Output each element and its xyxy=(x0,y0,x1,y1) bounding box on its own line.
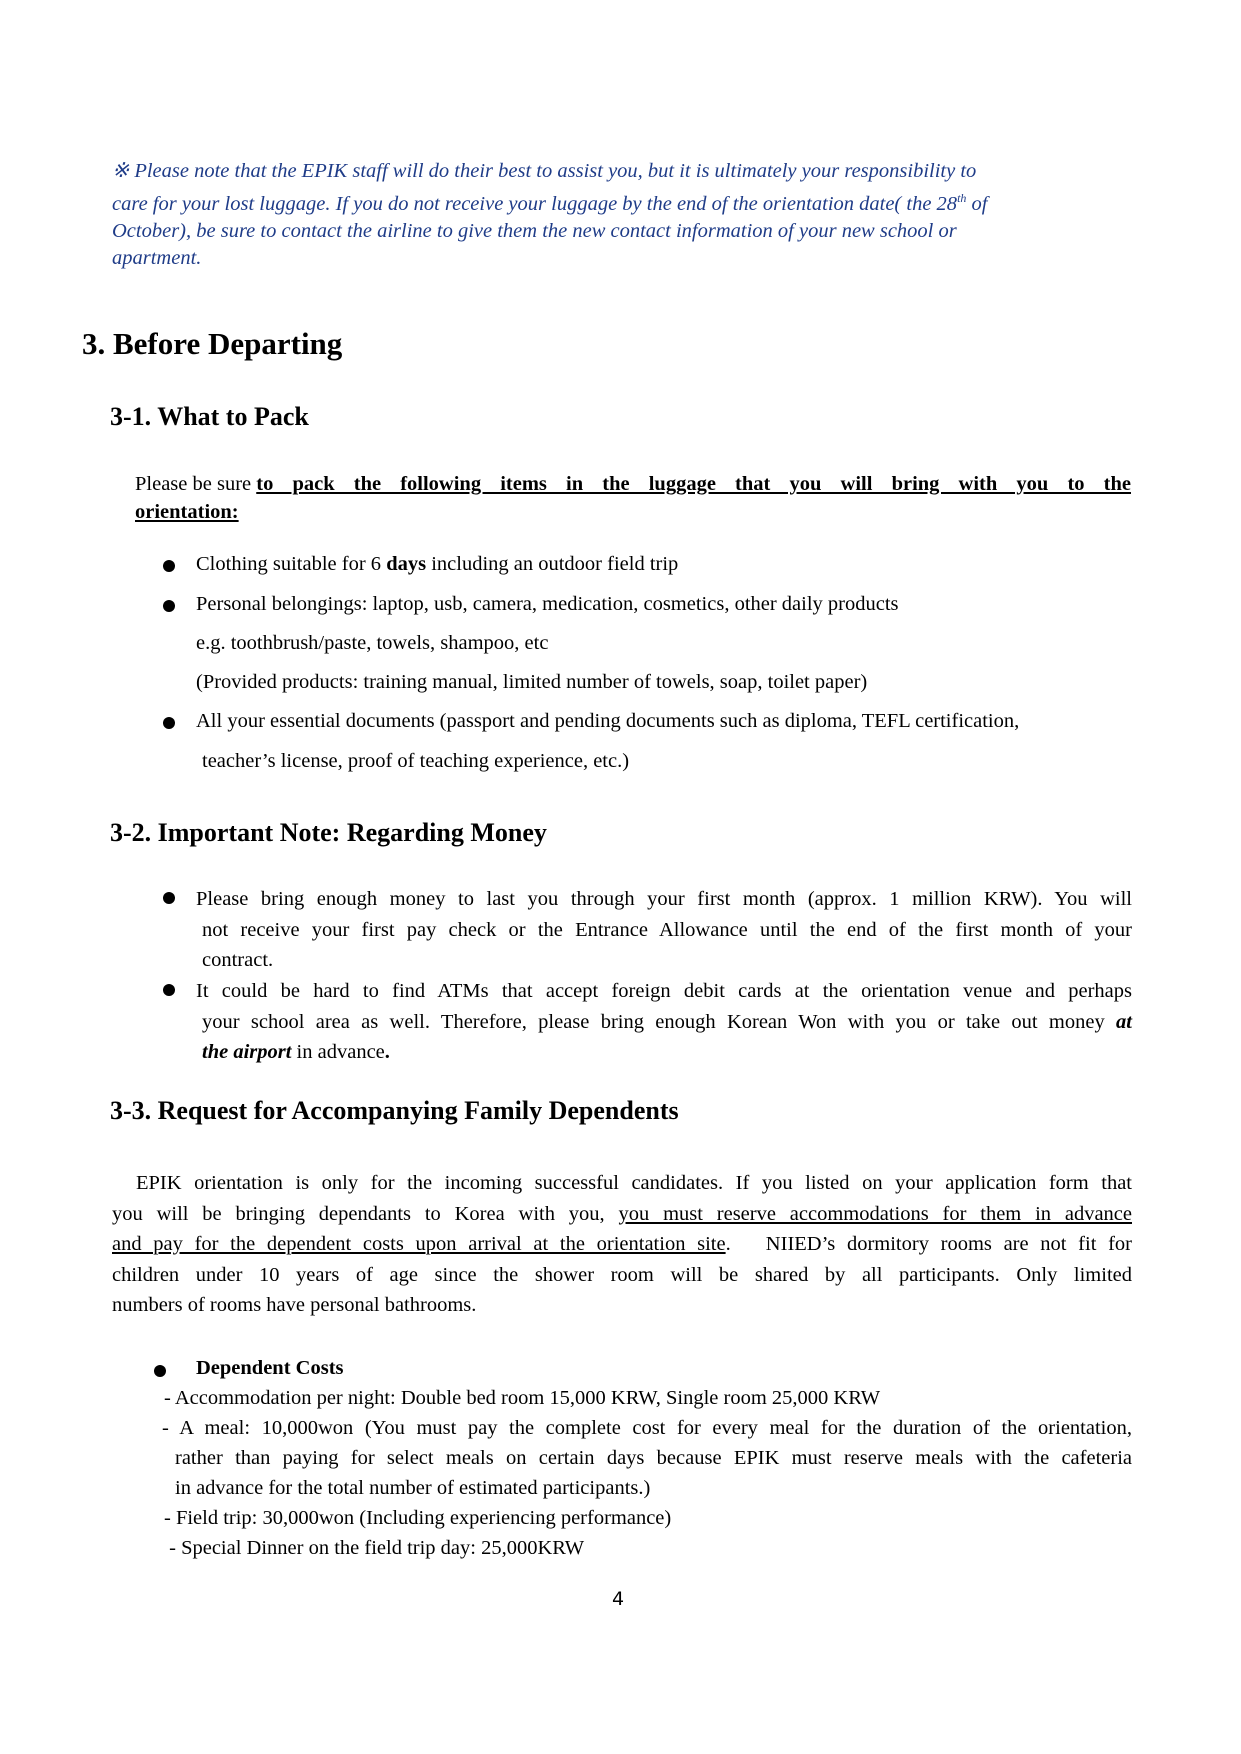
bullet-icon xyxy=(163,717,175,729)
list-item-detail: (Provided products: training manual, limited number of towels, soap, toilet paper) xyxy=(196,671,868,693)
note-line: ※ Please note that the EPIK staff will do their best to assist you, but it is ultimately your responsibility to xyxy=(112,160,977,182)
bullet-icon xyxy=(163,984,175,996)
list-item: Please bring enough money to last you through your first month (approx. 1 million KRW). You will not receive your first pay check or the Entrance Allowance until the end of the first month of your contract. xyxy=(196,888,1132,971)
list-item: Personal belongings: laptop, usb, camera, medication, cosmetics, other daily products xyxy=(196,593,899,615)
section-heading: 3. Before Departing xyxy=(82,326,343,361)
cost-line: - A meal: 10,000won (You must pay the complete cost for every meal for the duration of the orientation, xyxy=(162,1417,1132,1439)
list-item-continuation: teacher’s license, proof of teaching experience, etc.) xyxy=(202,750,630,772)
bullet-icon xyxy=(154,1365,166,1377)
reference-mark-icon: ※ xyxy=(112,160,130,182)
list-item: It could be hard to find ATMs that accept foreign debit cards at the orientation venue and perhaps your school area as well. Therefore, please bring enough Korean Won with you or take out money at the airport in advance. xyxy=(196,980,1132,1063)
cost-line: - Field trip: 30,000won (Including experiencing performance) xyxy=(164,1507,672,1529)
costs-title: Dependent Costs xyxy=(196,1357,344,1379)
lost-luggage-note xyxy=(112,158,1132,272)
dependents-paragraph: EPIK orientation is only for the incoming successful candidates. If you listed on your application form that you will be bringing dependants to Korea with you, you must reserve accommodations for them in advance and pay for the dependent costs upon arrival at the orientation site. NIIED’s dormitory rooms are not fit for children under 10 years of age since the shower room will be shared by all participants. Only limited numbers of rooms have personal bathrooms. xyxy=(112,1172,1132,1316)
subsection-heading-dependents: 3-3. Request for Accompanying Family Dependents xyxy=(110,1096,679,1125)
bullet-icon xyxy=(163,892,175,904)
cost-line: - Special Dinner on the field trip day: 25,000KRW xyxy=(164,1537,585,1559)
cost-line: rather than paying for select meals on certain days because EPIK must reserve meals with the cafeteria xyxy=(175,1447,1132,1469)
subsection-heading-what-to-pack: 3-1. What to Pack xyxy=(110,402,309,431)
bullet-icon xyxy=(163,560,175,572)
list-item: Clothing suitable for 6 days including an outdoor field trip xyxy=(196,553,679,575)
page-number: 4 xyxy=(612,1588,625,1610)
list-item-detail: e.g. toothbrush/paste, towels, shampoo, etc xyxy=(196,632,549,654)
note-line: October), be sure to contact the airline to give them the new contact information of your new school or xyxy=(112,219,957,242)
pack-intro: Please be sure to pack the following items in the luggage that you will bring with you to the orientation: xyxy=(135,473,1131,523)
cost-line: in advance for the total number of estimated participants.) xyxy=(175,1477,651,1499)
cost-line: - Accommodation per night: Double bed room 15,000 KRW, Single room 25,000 KRW xyxy=(164,1387,881,1409)
subsection-heading-money: 3-2. Important Note: Regarding Money xyxy=(110,818,547,847)
bullet-icon xyxy=(163,600,175,612)
list-item: All your essential documents (passport and pending documents such as diploma, TEFL certification, xyxy=(196,710,1020,732)
note-line: apartment. xyxy=(112,246,202,269)
note-line: care for your lost luggage. If you do not receive your luggage by the end of the orientation date( the 28th of xyxy=(112,191,988,215)
